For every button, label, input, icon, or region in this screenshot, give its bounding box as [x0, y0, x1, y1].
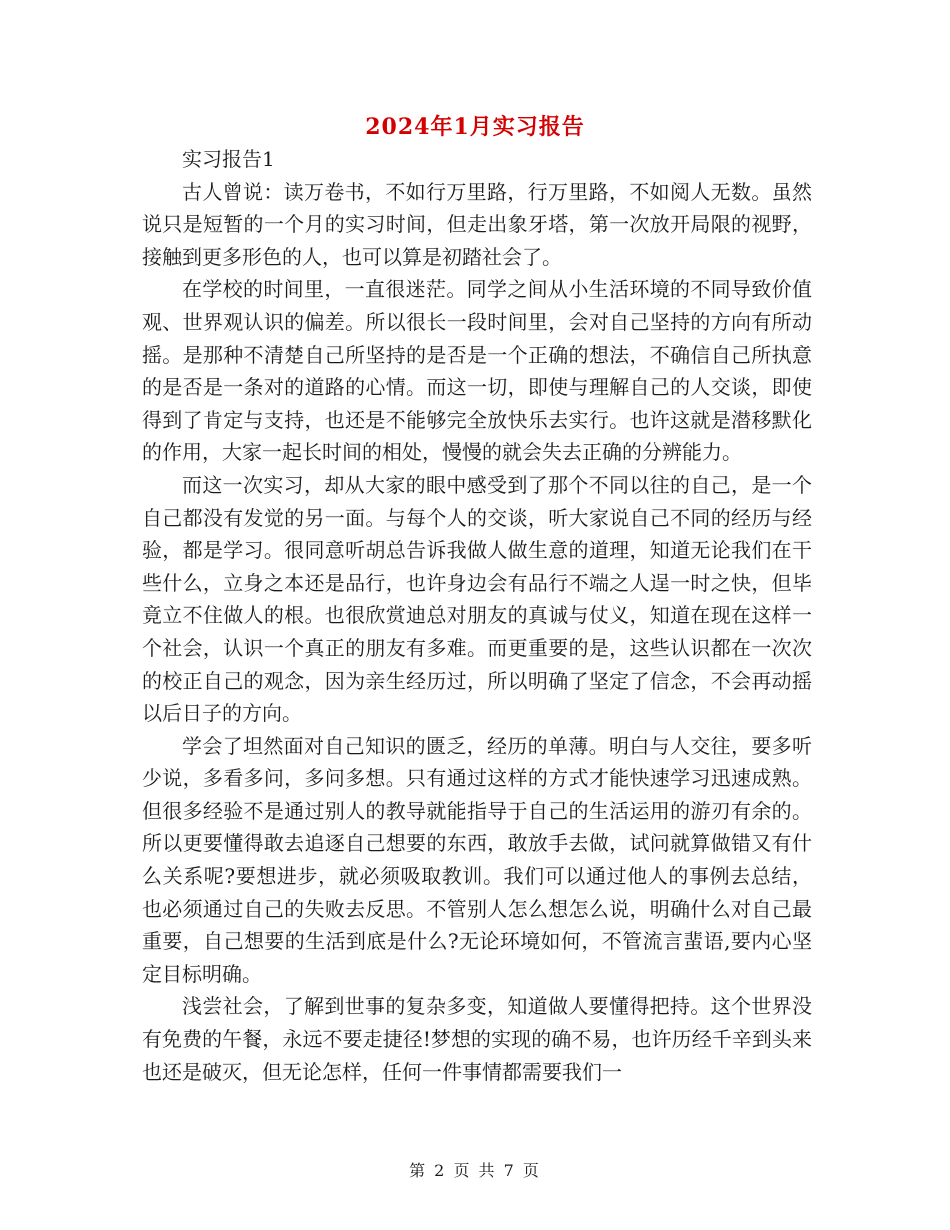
paragraph: 而这一次实习，却从大家的眼中感受到了那个不同以往的自己，是一个自己都没有发觉的另一面。与每个人的交谈，听大家说自己不同的经历与经验，都是学习。很同意听胡总告诉我做人做生意的道理，知道无论我们在干些什么，立身之本还是品行，也许身边会有品行不端之人逞一时之快，但毕竟立不住做人的根。也很欣赏迪总对朋友的真诚与仗义，知道在现在这样一个社会，认识一个真正的朋友有多难。而更重要的是，这些认识都在一次次的校正自己的观念，因为亲生经历过，所以明确了坚定了信念，不会再动摇以后日子的方向。 [142, 472, 812, 726]
document-body [142, 143, 812, 1088]
document-title: 2024年1月实习报告 [365, 114, 585, 140]
paragraph: 古人曾说：读万卷书，不如行万里路，行万里路，不如阅人无数。虽然说只是短暂的一个月的实习时间，但走出象牙塔，第一次放开局限的视野，接触到更多形色的人，也可以算是初踏社会了。 [142, 179, 812, 269]
page-number: 第 2 页 共 7 页 [409, 1161, 541, 1180]
paragraph: 学会了坦然面对自己知识的匮乏，经历的单薄。明白与人交往，要多听少说，多看多问，多问多想。只有通过这样的方式才能快速学习迅速成熟。但很多经验不是通过别人的教导就能指导于自己的生活运用的游刃有余的。所以更要懂得敢去追逐自己想要的东西，敢放手去做，试问就算做错又有什么关系呢?要想进步，就必须吸取教训。我们可以通过他人的事例去总结，也必须通过自己的失败去反思。不管别人怎么想怎么说，明确什么对自己最重要，自己想要的生活到底是什么?无论环境如何，不管流言蜚语,要内心坚定目标明确。 [142, 733, 812, 986]
paragraph: 浅尝社会，了解到世事的复杂多变，知道做人要懂得把持。这个世界没有免费的午餐，永远不要走捷径!梦想的实现的确不易，也许历经千辛到头来也还是破灭，但无论怎样，任何一件事情都需要我们一 [142, 994, 812, 1084]
section-heading: 实习报告1 [182, 147, 275, 171]
paragraph: 在学校的时间里，一直很迷茫。同学之间从小生活环境的不同导致价值观、世界观认识的偏差。所以很长一段时间里，会对自己坚持的方向有所动摇。是那种不清楚自己所坚持的是否是一个正确的想法，不确信自己所执意的是否是一条对的道路的心情。而这一切，即使与理解自己的人交谈，即使得到了肯定与支持，也还是不能够完全放快乐去实行。也许这就是潜移默化的作用，大家一起长时间的相处，慢慢的就会失去正确的分辨能力。 [142, 277, 812, 465]
